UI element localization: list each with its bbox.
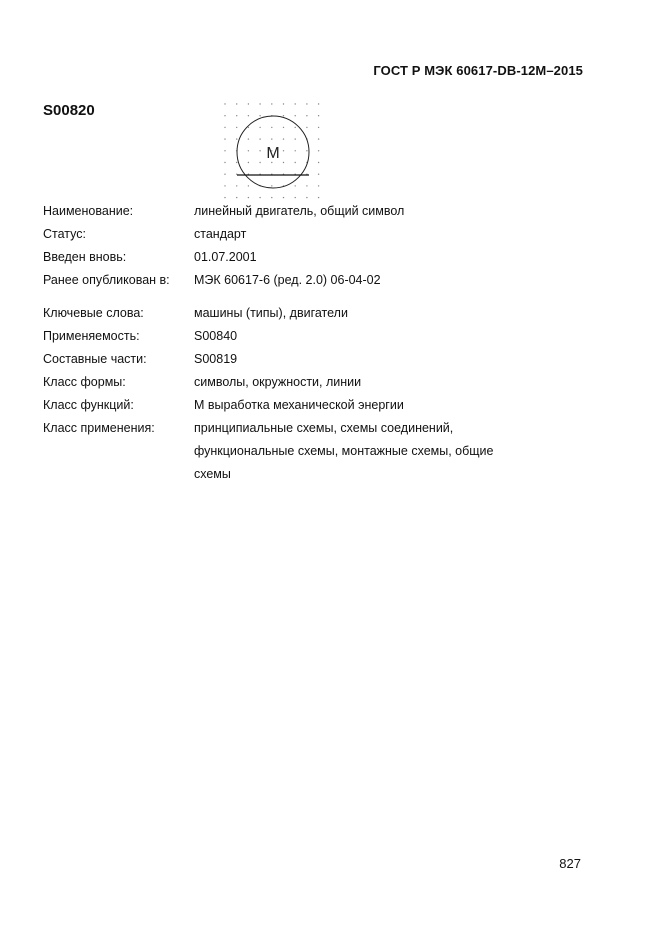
field-label: Ключевые слова: [43, 306, 144, 320]
field-label: Ранее опубликован в: [43, 273, 170, 287]
field-row-components [43, 348, 524, 371]
field-row-shape-class [43, 371, 524, 394]
field-label: Класс функций: [43, 398, 134, 412]
fields-group-2 [43, 302, 524, 486]
linear-motor-symbol-icon [218, 98, 328, 203]
field-row-introduced [43, 246, 524, 269]
field-label: Статус: [43, 227, 86, 241]
field-row-previously-published [43, 269, 524, 292]
field-label: Применяемость: [43, 329, 140, 343]
field-row-name [43, 200, 524, 223]
field-value: стандарт [194, 227, 247, 241]
field-label: Составные части: [43, 352, 147, 366]
field-value: линейный двигатель, общий символ [194, 204, 405, 218]
field-value: S00819 [194, 352, 238, 366]
field-row-application-class [43, 417, 524, 486]
field-row-status [43, 223, 524, 246]
symbol-code: S00820 [43, 102, 95, 119]
field-label: Класс формы: [43, 375, 126, 389]
field-value: принципиальные схемы, схемы соединений, функциональные схемы, монтажные схемы, общие схемы [194, 421, 494, 481]
field-row-applicability [43, 325, 524, 348]
field-value: 01.07.2001 [194, 250, 257, 264]
field-row-keywords [43, 302, 524, 325]
field-row-function-class [43, 394, 524, 417]
symbol-letter: M [266, 145, 280, 162]
field-value: S00840 [194, 329, 238, 343]
field-value: машины (типы), двигатели [194, 306, 348, 320]
field-label: Класс применения: [43, 421, 155, 435]
field-label: Введен вновь: [43, 250, 127, 264]
field-value: МЭК 60617-6 (ред. 2.0) 06-04-02 [194, 273, 381, 287]
fields-group-1 [43, 200, 524, 292]
field-value: М выработка механической энергии [194, 398, 404, 412]
field-label: Наименование: [43, 204, 134, 218]
document-header: ГОСТ Р МЭК 60617-DB-12M–2015 [373, 63, 583, 78]
page-number: 827 [559, 856, 581, 871]
field-value: символы, окружности, линии [194, 375, 362, 389]
